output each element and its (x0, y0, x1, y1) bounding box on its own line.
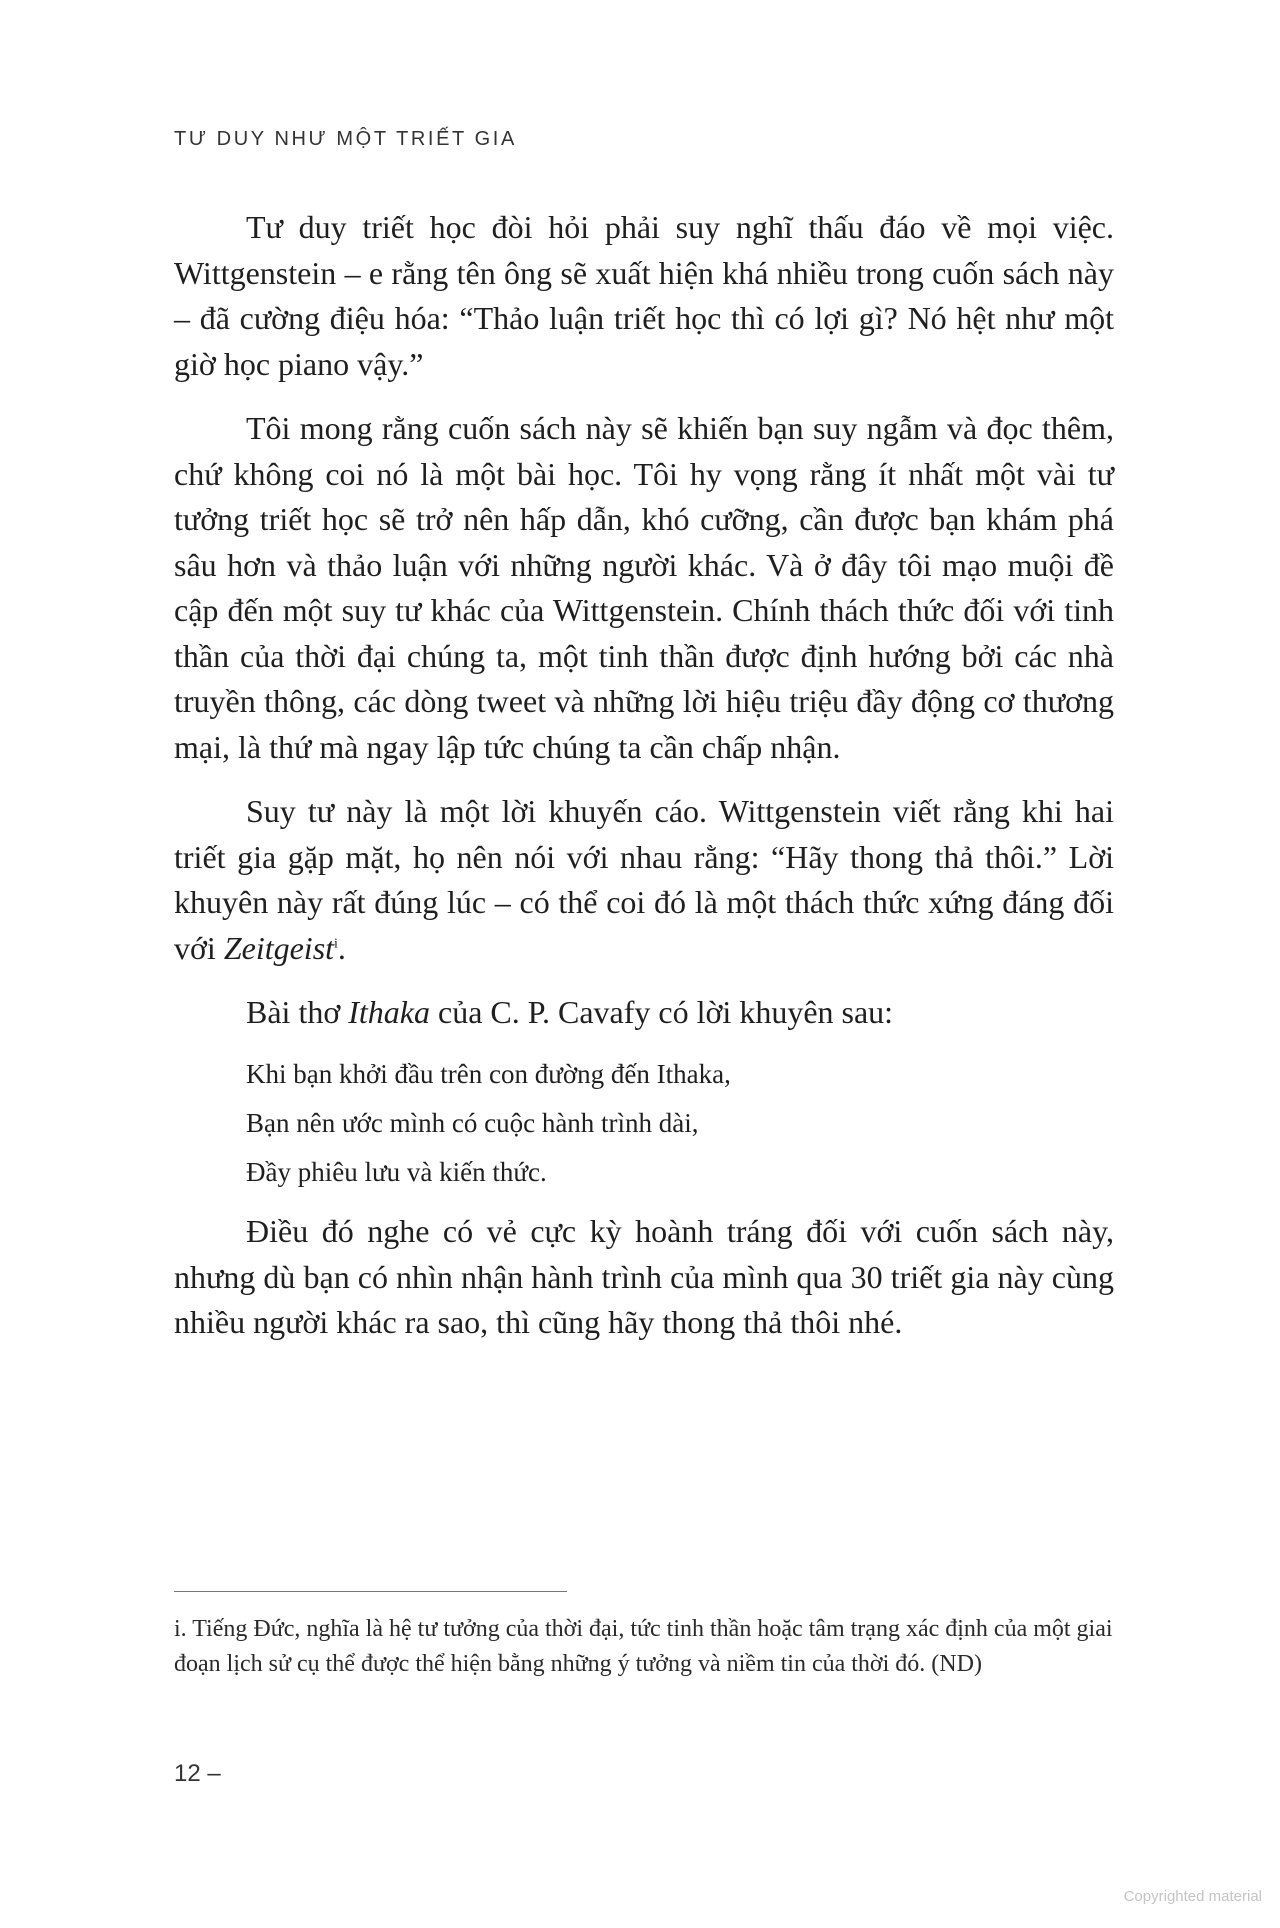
poem-title: Ithaka (348, 994, 430, 1030)
paragraph-3-text: Suy tư này là một lời khuyến cáo. Wittgenstein viết rằng khi hai triết gia gặp mặt, họ nên nói với nhau rằng: “Hãy thong thả thôi.” Lời khuyên này rất đúng lúc – có thể coi đó là một thách thức xứng đáng đối với (174, 793, 1114, 966)
footnote-marker: i (334, 935, 338, 951)
paragraph-5: Điều đó nghe có vẻ cực kỳ hoành tráng đối với cuốn sách này, nhưng dù bạn có nhìn nhận hành trình của mình qua 30 triết gia này cùng nhiều người khác ra sao, thì cũng hãy thong thả thôi nhé. (174, 1213, 1114, 1340)
paragraph-2: Tôi mong rằng cuốn sách này sẽ khiến bạn suy ngẫm và đọc thêm, chứ không coi nó là một bài học. Tôi hy vọng rằng ít nhất một vài tư tưởng triết học sẽ trở nên hấp dẫn, khó cưỡng, cần được bạn khám phá sâu hơn và thảo luận với những người khác. Và ở đây tôi mạo muội đề cập đến một suy tư khác của Wittgenstein. Chính thách thức đối với tinh thần của thời đại chúng ta, một tinh thần được định hướng bởi các nhà truyền thông, các dòng tweet và những lời hiệu triệu đầy động cơ thương mại, là thứ mà ngay lập tức chúng ta cần chấp nhận. (174, 410, 1114, 765)
paragraph-3-end: . (337, 929, 346, 966)
poem-line: Đầy phiêu lưu và kiến thức. (246, 1157, 547, 1187)
poem-intro-before: Bài thơ (246, 994, 349, 1030)
page-number: 12 – (174, 1760, 221, 1787)
poem-line: Bạn nên ước mình có cuộc hành trình dài, (246, 1108, 699, 1138)
footnote-divider (174, 1591, 567, 1592)
poem-quote (246, 1050, 1114, 1197)
zeitgeist-term: Zeitgeist (223, 929, 335, 966)
poem-intro (174, 990, 1114, 1035)
paragraph-3 (174, 789, 1114, 971)
footnote: i. Tiếng Đức, nghĩa là hệ tư tưởng của thời đại, tức tinh thần hoặc tâm trạng xác định của một giai đoạn lịch sử cụ thể được thể hiện bằng những ý tưởng và niềm tin của thời đó. (ND) (174, 1616, 1113, 1677)
copyright-watermark: Copyrighted material (1123, 1888, 1262, 1905)
paragraph-1: Tư duy triết học đòi hỏi phải suy nghĩ thấu đáo về mọi việc. Wittgenstein – e rằng tên ông sẽ xuất hiện khá nhiều trong cuốn sách này – đã cường điệu hóa: “Thảo luận triết học thì có lợi gì? Nó hệt như một giờ học piano vậy.” (174, 209, 1114, 382)
main-text (174, 205, 1114, 1365)
running-header: TƯ DUY NHƯ MỘT TRIẾT GIA (174, 128, 517, 150)
poem-intro-after: của C. P. Cavafy có lời khuyên sau: (430, 994, 894, 1030)
poem-line: Khi bạn khởi đầu trên con đường đến Ithaka, (246, 1059, 731, 1089)
